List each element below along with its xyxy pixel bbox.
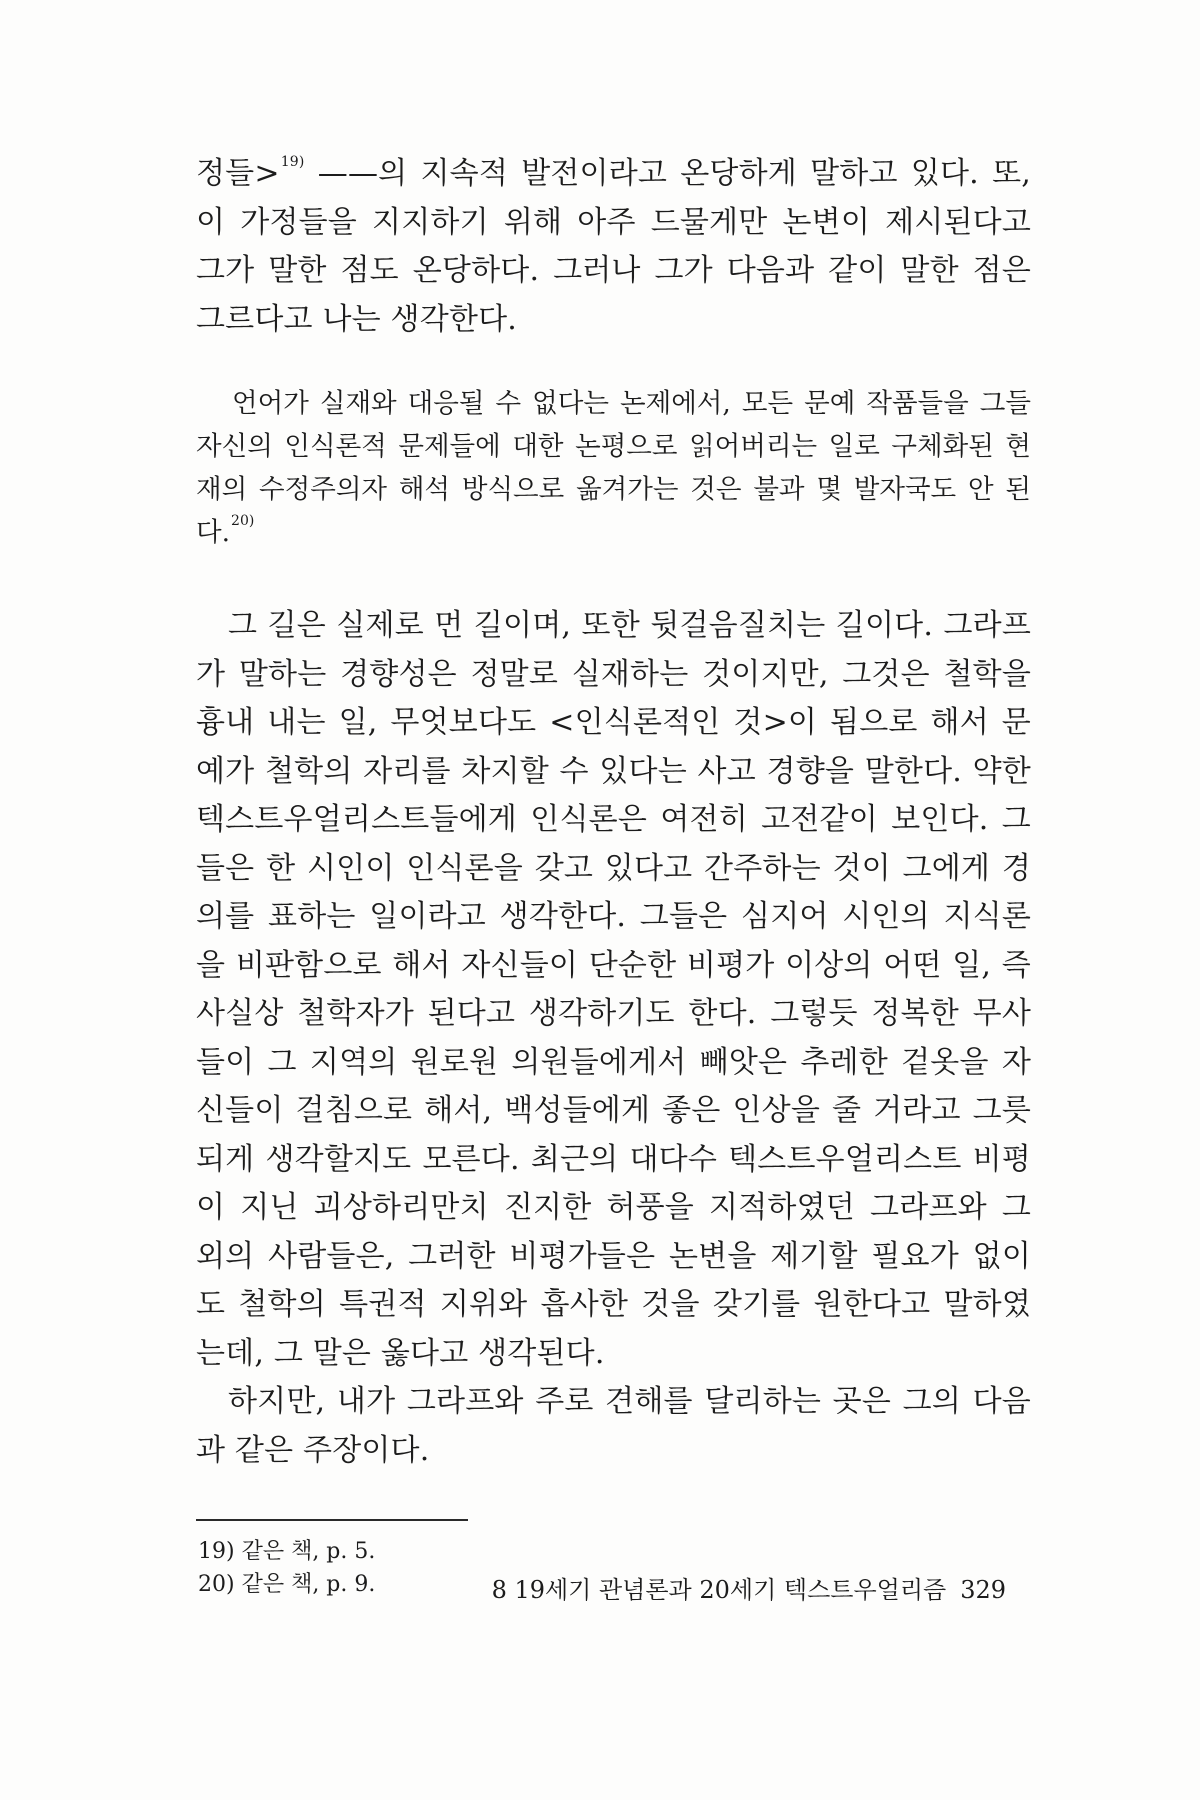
footnote-marker-19: 19): [280, 154, 305, 170]
footnote-19: 19) 같은 책, p. 5.: [198, 1539, 376, 1564]
footnote-marker-20: 20): [231, 513, 255, 530]
footnote-20: 20) 같은 책, p. 9.: [198, 1572, 376, 1597]
page-number: 329: [960, 1576, 1006, 1604]
block-quote-body: 언어가 실재와 대응될 수 없다는 논제에서, 모든 문예 작품들을 그들 자신의 인식론적 문제들에 대한 논평으로 읽어버리는 일로 구체화된 현재의 수정주의자 해석 방식으로 옮겨가는 것은 불과 몇 발자국도 안 된다.: [196, 388, 1031, 548]
book-page: [196, 150, 1031, 1710]
main-text: [196, 150, 1031, 344]
main-text-continued: [196, 602, 1031, 1475]
paragraph-1-start: 정들>: [196, 156, 280, 191]
block-quote: [196, 382, 1031, 554]
paragraph-2: 그 길은 실제로 먼 길이며, 또한 뒷걸음질치는 길이다. 그라프가 말하는 경향성은 정말로 실재하는 것이지만, 그것은 철학을 흉내 내는 일, 무엇보다도 <인식론적인 것>이 됨으로 해서 문예가 철학의 자리를 차지할 수 있다는 사고 경향을 말한다. 약한 텍스트우얼리스트들에게 인식론은 여전히 고전같이 보인다. 그들은 한 시인이 인식론을 갖고 있다고 간주하는 것이 그에게 경의를 표하는 일이라고 생각한다. 그들은 심지어 시인의 지식론을 비판함으로 해서 자신들이 단순한 비평가 이상의 어떤 일, 즉 사실상 철학자가 된다고 생각하기도 한다. 그렇듯 정복한 무사들이 그 지역의 원로원 의원들에게서 빼앗은 추레한 겉옷을 자신들이 걸침으로 해서, 백성들에게 좋은 인상을 줄 거라고 그릇되게 생각할지도 모른다. 최근의 대다수 텍스트우얼리스트 비평이 지닌 괴상하리만치 진지한 허풍을 지적하였던 그라프와 그 외의 사람들은, 그러한 비평가들은 논변을 제기할 필요가 없이도 철학의 특권적 지위와 흡사한 것을 갖기를 원한다고 말하였는데, 그 말은 옳다고 생각된다.: [196, 608, 1031, 1371]
running-title: 8 19세기 관념론과 20세기 텍스트우얼리즘: [491, 1576, 947, 1604]
running-footer: [492, 1575, 1006, 1605]
footnote-divider: [196, 1519, 468, 1521]
paragraph-1-rest: ——의 지속적 발전이라고 온당하게 말하고 있다. 또, 이 가정들을 지지하기 위해 아주 드물게만 논변이 제시된다고 그가 말한 점도 온당하다. 그러나 그가 다음과 같이 말한 점은 그르다고 나는 생각한다.: [196, 156, 1031, 337]
block-quote-text: [196, 382, 1031, 554]
paragraph-1: [196, 150, 1031, 344]
paragraph-3: 하지만, 내가 그라프와 주로 견해를 달리하는 곳은 그의 다음과 같은 주장이다.: [196, 1384, 1031, 1468]
